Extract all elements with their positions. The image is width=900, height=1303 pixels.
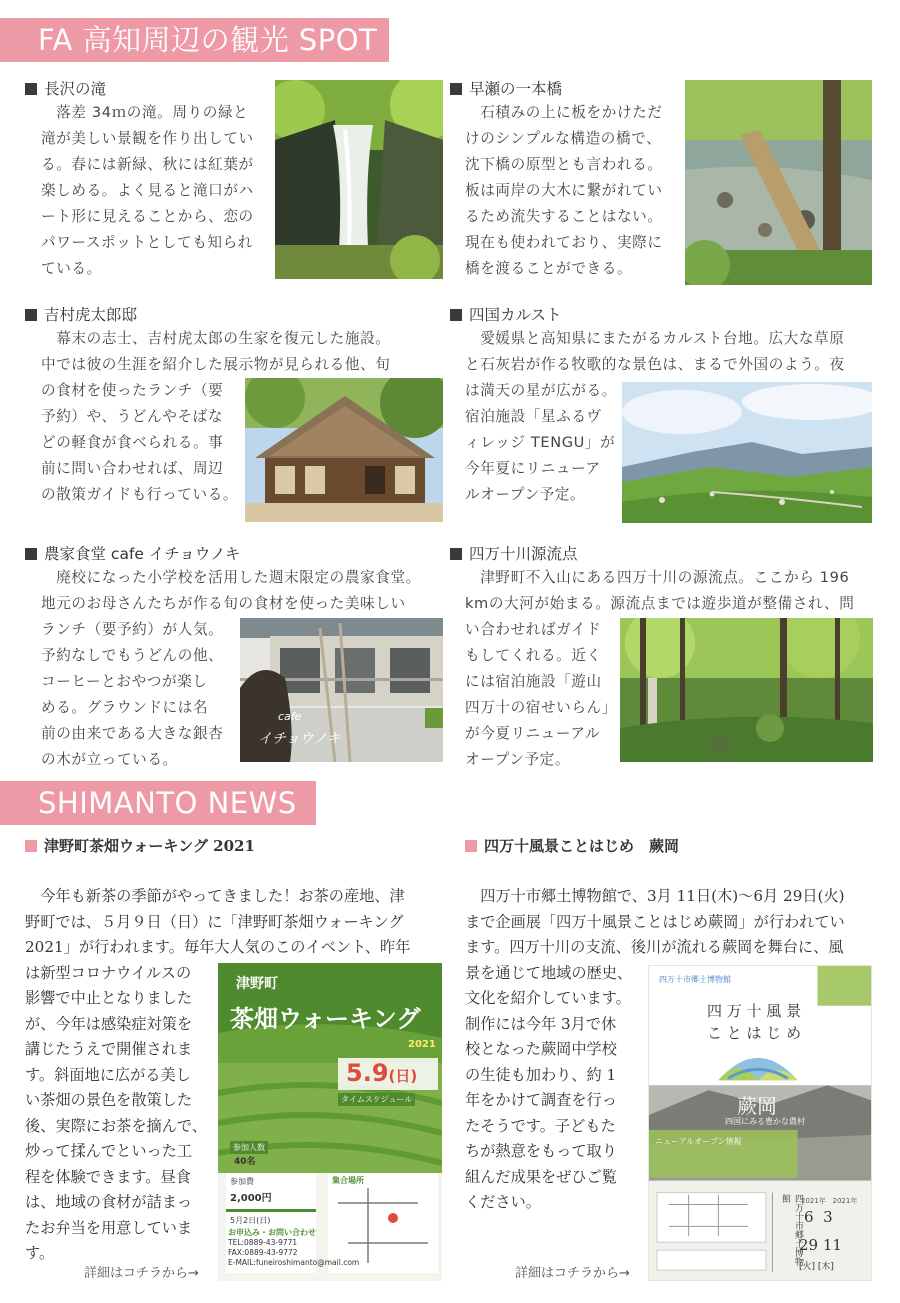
text-line: には宿泊施設「遊山 <box>465 673 602 690</box>
cafe-sign-text: イチョウノキ <box>258 731 341 747</box>
text-line: ちが熱意をもって取り <box>465 1142 617 1160</box>
poster-email: E-MAIL:funeiroshimanto@mail.com <box>228 1258 360 1267</box>
text-line: 程を体験できます。昼食 <box>25 1167 191 1186</box>
text-line: まで企画展「四万十風景ことはじめ蕨岡」が行われてい <box>465 912 845 931</box>
text-line: が、今年は感染症対策を <box>25 1014 193 1033</box>
text-line: 滝が美しい景観を作り出してい <box>41 130 254 147</box>
poster-title: 茶畑ウォーキング <box>230 1004 421 1033</box>
text-line: の生徒も加わり、約 1 <box>465 1065 617 1084</box>
text-line: ルオープン予定。 <box>465 486 586 503</box>
poster-capacity-label: 参加人数 <box>230 1141 268 1154</box>
poster-vertical-museum: 四万十市郷土博物館 <box>780 1194 803 1266</box>
text-line: 宿泊施設「星ふるヴ <box>465 408 602 425</box>
text-line: ている。 <box>41 260 102 277</box>
news-title <box>465 835 679 856</box>
text-line: どの軽食が食べられる。事 <box>41 434 224 451</box>
text-line: 愛媛県と高知県にまたがるカルスト台地。広大な草原 <box>465 330 845 347</box>
text-line: い合わせればガイド <box>465 621 602 638</box>
square-bullet-icon <box>450 309 462 321</box>
text-line: 落差 34ｍの滝。周りの緑と <box>41 104 249 121</box>
text-line: 炒って揉んでといった工 <box>25 1142 193 1160</box>
square-bullet-icon <box>25 309 37 321</box>
text-line: 楽しめる。よく見ると滝口がハ <box>41 182 254 199</box>
square-bullet-icon <box>450 83 462 95</box>
poster-year-b: 2021年 <box>832 1197 858 1205</box>
spot-title <box>25 542 240 564</box>
text-line: 制作には今年 3月で休 <box>465 1014 617 1033</box>
text-line: ィレッジ TENGU」が <box>465 434 616 451</box>
section-banner-news: SHIMANTO NEWS <box>0 781 316 825</box>
spot-title-text: 四万十川源流点 <box>469 545 578 563</box>
text-line: ます。四万十川の支流、後川が流れる蕨岡を舞台に、風 <box>465 938 844 956</box>
detail-link[interactable]: 詳細はコチラから→ <box>84 1266 199 1281</box>
poster-year-a: 2021年 <box>801 1197 826 1205</box>
text-line: ート形に見えることから、恋の <box>41 208 254 225</box>
text-line: 組んだ成果をぜひご覧 <box>465 1167 617 1186</box>
spot-description <box>465 100 663 282</box>
text-line: は、地域の食材が詰まっ <box>25 1193 193 1211</box>
text-line: は新型コロナウイルスの <box>25 963 192 982</box>
text-line: 現在も使われており、実際に <box>465 234 663 251</box>
karst-plateau-photo <box>622 382 872 523</box>
cafe-photo <box>240 618 443 762</box>
spot-description <box>41 100 254 282</box>
text-line: 年をかけて調査を行っ <box>465 1091 617 1109</box>
poster-tel: TEL:0889-43-9771 <box>228 1238 298 1247</box>
text-line: 四万十市郷土博物館で、3月 11日(木)〜6月 29日(火) <box>465 887 845 905</box>
section-banner-spot: FA 高知周辺の観光 SPOT <box>0 18 389 62</box>
text-line: 津野町不入山にある四万十川の源流点。ここから 196 <box>465 569 850 586</box>
pink-square-icon <box>465 840 477 852</box>
poster-schedule-label: タイムスケジュール <box>338 1093 415 1106</box>
spot-title-text: 早瀬の一本橋 <box>469 80 563 98</box>
text-line: 橋を渡ることができる。 <box>465 260 633 277</box>
spot-title-text: 長沢の滝 <box>44 80 107 98</box>
poster-place: 蕨岡 <box>737 1094 777 1118</box>
poster-contact <box>228 1238 359 1268</box>
text-line: パワースポットとしても知られ <box>41 234 253 251</box>
poster-dow-start: [火] <box>799 1262 816 1272</box>
text-line: コーヒーとおやつが楽し <box>41 673 208 690</box>
news-title <box>25 835 255 856</box>
poster-day-end: 29 <box>799 1236 819 1254</box>
text-line: 前に問い合わせれば、周辺 <box>41 460 224 477</box>
text-line: す。 <box>25 1244 55 1262</box>
poster-capacity: 40名 <box>234 1157 256 1167</box>
text-line: 中では彼の生涯を紹介した展示物が見られる他、旬 <box>41 356 391 373</box>
bridge-photo <box>685 80 872 285</box>
text-line: たお弁当を用意していま <box>25 1218 193 1237</box>
pink-square-icon <box>25 840 37 852</box>
poster-museum: 四万十市郷土博物館 <box>659 975 731 984</box>
text-line: 影響で中止となりました <box>25 989 193 1007</box>
thatched-house-photo <box>245 378 443 522</box>
text-line: が今夏リニューアル <box>465 725 601 742</box>
poster-day-end-2: 11 <box>822 1236 842 1254</box>
text-line: けのシンプルな構造の橋で、 <box>465 130 662 147</box>
poster-month-start: 6 <box>804 1208 814 1226</box>
poster-venue-label: 集合場所 <box>332 1176 364 1185</box>
poster-heading2: こ と は じ め <box>707 1024 802 1042</box>
text-line: たそうです。子どもた <box>465 1116 616 1135</box>
poster-contact-label: お申込み・お問い合わせ <box>228 1228 316 1237</box>
poster-fee-label: 参加費 <box>230 1177 254 1186</box>
warabioka-poster <box>648 965 872 1281</box>
text-line: 四万十の宿せいらん」 <box>465 699 617 716</box>
square-bullet-icon <box>25 548 37 560</box>
text-line: オープン予定。 <box>465 751 571 768</box>
text-line: 野町では、５月９日（日）に「津野町茶畑ウォーキング <box>25 912 404 931</box>
poster-subtitle: 四国にみる豊かな農村 <box>725 1117 805 1126</box>
poster-news-tag: ニューアルオープン情報 <box>655 1137 742 1146</box>
spot-title <box>450 542 578 564</box>
text-line: kmの大河が始まる。源流点までは遊歩道が整備され、問 <box>465 595 855 612</box>
poster-date: 5.9 <box>346 1059 389 1087</box>
text-line: の木が立っている。 <box>41 751 178 768</box>
poster-day-start: 3 <box>823 1208 833 1226</box>
poster-town: 津野町 <box>236 976 278 992</box>
text-line: 地元のお母さんたちが作る旬の食材を使った美味しい <box>41 595 406 612</box>
news-title-text: 津野町茶畑ウォーキング 2021 <box>44 837 255 855</box>
tea-walk-poster <box>218 963 442 1281</box>
text-line: い茶畑の景色を散策した <box>25 1091 193 1109</box>
text-line: 予約なしでもうどんの他、 <box>41 647 224 664</box>
poster-dow: (日) <box>388 1067 418 1085</box>
text-line: 前の由来である大きな銀杏 <box>41 725 224 742</box>
poster-year: 2021 <box>408 1039 436 1050</box>
text-line: ください。 <box>465 1193 541 1211</box>
text-line: と石灰岩が作る牧歌的な景色は、まるで外国のよう。夜 <box>465 356 845 373</box>
text-line: 今年夏にリニューア <box>465 460 601 477</box>
spot-title-text: 農家食堂 cafe イチョウノキ <box>44 545 241 563</box>
text-line: 今年も新茶の季節がやってきました！お茶の産地、津 <box>25 887 405 905</box>
poster-fee: 2,000円 <box>230 1193 272 1204</box>
text-line: 幕末の志士、吉村虎太郎の生家を復元した施設。 <box>41 330 391 347</box>
spot-title <box>25 77 106 99</box>
text-line: もしてくれる。近く <box>465 647 602 664</box>
text-line: ランチ（要予約）が人気。 <box>41 621 224 638</box>
text-line: す。斜面地に広がる美し <box>25 1065 191 1084</box>
spot-title <box>450 303 562 325</box>
spot-title-text: 吉村虎太郎邸 <box>44 306 138 324</box>
text-line: 沈下橋の原型とも言われる。 <box>465 156 663 173</box>
text-line: の散策ガイドも行っている。 <box>41 486 239 503</box>
news-title-text: 四万十風景ことはじめ 蕨岡 <box>484 837 680 855</box>
text-line: 石積みの上に板をかけただ <box>465 104 663 121</box>
poster-fax: FAX:0889-43-9772 <box>228 1248 298 1257</box>
square-bullet-icon <box>25 83 37 95</box>
text-line: の食材を使ったランチ（要 <box>41 382 224 399</box>
text-line: は満天の星が広がる。 <box>465 382 617 399</box>
river-source-photo <box>620 618 873 762</box>
text-line: 後、実際にお茶を摘んで、 <box>25 1116 207 1135</box>
poster-deadline: 5月2日(日) <box>230 1216 271 1225</box>
text-line: 文化を紹介しています。 <box>465 989 631 1007</box>
text-line: る。春には新緑、秋には紅葉が <box>41 156 254 173</box>
text-line: 板は両岸の大木に繋がれてい <box>465 182 663 199</box>
waterfall-photo <box>275 80 443 279</box>
spot-title <box>450 77 562 99</box>
text-line: 2021」が行われます。毎年大人気のこのイベント、昨年 <box>25 938 411 956</box>
text-line: 予約）や、うどんやそばな <box>41 408 224 425</box>
cafe-sign-text: cafe <box>278 710 302 723</box>
text-line: 景を通じて地域の歴史、 <box>465 963 633 982</box>
poster-heading1: 四 万 十 風 景 <box>707 1002 802 1020</box>
text-line: るため流失することはない。 <box>465 208 663 225</box>
detail-link[interactable]: 詳細はコチラから→ <box>515 1266 630 1281</box>
square-bullet-icon <box>450 548 462 560</box>
text-line: める。グラウンドには名 <box>41 699 209 716</box>
text-line: 廃校になった小学校を活用した週末限定の農家食堂。 <box>41 569 421 586</box>
poster-dow-end: [木] <box>817 1262 834 1272</box>
text-line: 校となった蕨岡中学校 <box>465 1040 617 1058</box>
text-line: 講じたうえで開催されま <box>25 1040 193 1058</box>
spot-title-text: 四国カルスト <box>469 306 562 324</box>
spot-title <box>25 303 137 325</box>
